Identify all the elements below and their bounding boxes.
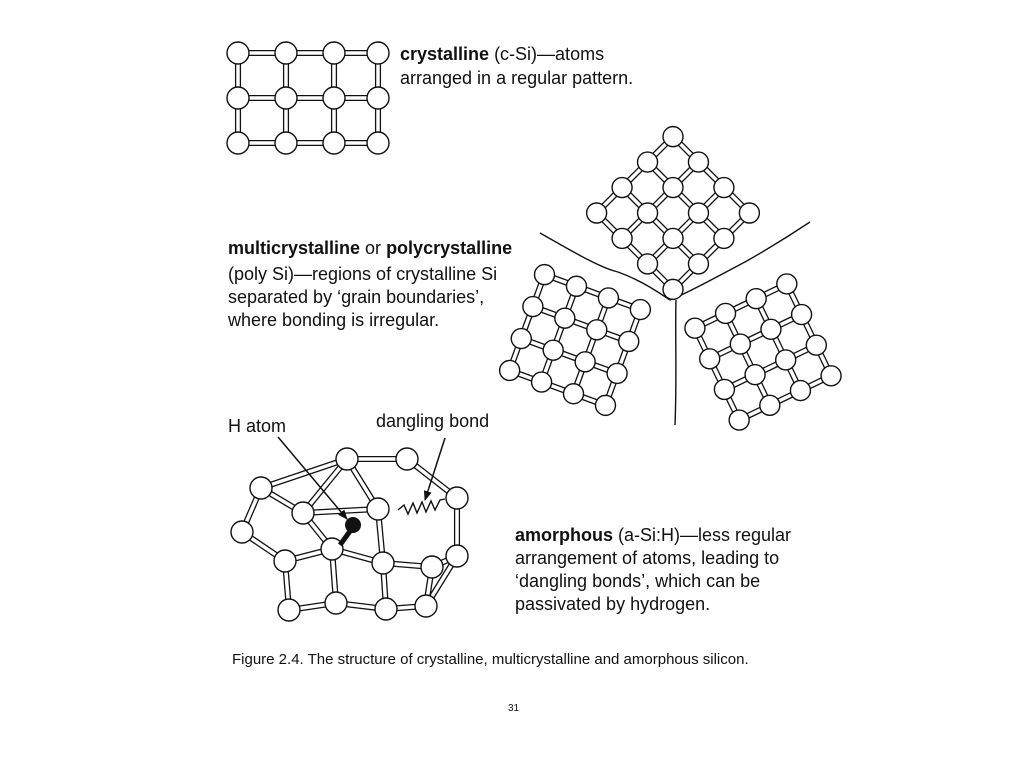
- atom: [511, 329, 531, 349]
- atom: [323, 87, 345, 109]
- atom: [323, 132, 345, 154]
- page-number: 31: [508, 703, 520, 714]
- atom: [776, 350, 796, 370]
- atom: [663, 178, 683, 198]
- atom: [564, 384, 584, 404]
- grain-left: [500, 265, 651, 416]
- amorphous-line1: [515, 523, 791, 547]
- atom: [714, 178, 734, 198]
- atom: [323, 42, 345, 64]
- atom: [612, 178, 632, 198]
- atom: [415, 595, 437, 617]
- atom: [790, 381, 810, 401]
- atom: [375, 598, 397, 620]
- atom: [777, 274, 797, 294]
- atom: [792, 305, 812, 325]
- atom: [619, 331, 639, 351]
- atom: [760, 395, 780, 415]
- atom: [227, 87, 249, 109]
- atom: [275, 42, 297, 64]
- atom: [638, 203, 658, 223]
- amorphous-term: amorphous: [515, 525, 614, 545]
- atom: [532, 372, 552, 392]
- multicrystalline-term: multicrystalline: [228, 238, 361, 258]
- atom: [688, 254, 708, 274]
- dangling-bond-arrow: [425, 438, 445, 500]
- crystalline-line1: [400, 42, 604, 66]
- atom: [227, 132, 249, 154]
- atom: [292, 502, 314, 524]
- polycrystalline-term: polycrystalline: [386, 238, 513, 258]
- atom: [745, 365, 765, 385]
- atom: [739, 203, 759, 223]
- grain-top: [587, 127, 760, 300]
- crystalline-term: crystalline: [400, 44, 490, 64]
- atom: [500, 360, 520, 380]
- atom: [372, 552, 394, 574]
- atom: [714, 379, 734, 399]
- atom: [231, 521, 253, 543]
- atom: [638, 152, 658, 172]
- grain-right: [685, 274, 841, 430]
- atom: [595, 395, 615, 415]
- dangling-bond-label: dangling bond: [376, 411, 490, 431]
- dangling-bond-zigzag: [398, 499, 445, 514]
- multicrystalline-line2: (poly Si)—regions of crystalline Si: [228, 264, 498, 284]
- atom: [730, 334, 750, 354]
- multicrystalline-line1: [228, 236, 512, 260]
- atom: [543, 340, 563, 360]
- atom: [446, 487, 468, 509]
- atom: [714, 228, 734, 248]
- crystalline-line1-rest: (c-Si)—atoms: [489, 44, 605, 64]
- multicrystalline-line4: where bonding is irregular.: [228, 310, 440, 330]
- atom: [421, 556, 443, 578]
- atom: [325, 592, 347, 614]
- atom: [275, 87, 297, 109]
- atom: [555, 308, 575, 328]
- atom: [566, 276, 586, 296]
- atom: [746, 289, 766, 309]
- atom: [630, 300, 650, 320]
- atom: [367, 87, 389, 109]
- crystalline-lattice: [227, 42, 389, 154]
- atom: [638, 254, 658, 274]
- amorphous-line2: arrangement of atoms, leading to: [515, 548, 780, 568]
- amorphous-line3: ‘dangling bonds’, which can be: [515, 571, 761, 591]
- atom: [367, 498, 389, 520]
- figure-caption: Figure 2.4. The structure of crystalline, multicrystalline and amorphous silicon.: [232, 651, 749, 668]
- amorphous-line4: passivated by hydrogen.: [515, 594, 711, 614]
- atom: [716, 303, 736, 323]
- atom: [535, 265, 555, 285]
- crystalline-line2: arranged in a regular pattern.: [400, 68, 634, 88]
- atom: [275, 132, 297, 154]
- h-atom-label: H atom: [228, 416, 287, 436]
- atom: [367, 132, 389, 154]
- atom: [250, 477, 272, 499]
- atom: [700, 349, 720, 369]
- atom: [587, 203, 607, 223]
- atom: [729, 410, 749, 430]
- hydrogen-atom: [340, 517, 361, 545]
- atom: [761, 319, 781, 339]
- atom: [821, 366, 841, 386]
- atom: [227, 42, 249, 64]
- atom: [612, 228, 632, 248]
- amorphous-line1-rest: (a-Si:H)—less regular: [613, 525, 792, 545]
- atom: [663, 279, 683, 299]
- atom: [607, 363, 627, 383]
- atom: [663, 127, 683, 147]
- atom: [274, 550, 296, 572]
- atom: [523, 297, 543, 317]
- bond: [262, 461, 348, 490]
- atom: [278, 599, 300, 621]
- atom: [367, 42, 389, 64]
- atom: [336, 448, 358, 470]
- atom: [598, 288, 618, 308]
- or-connector: or: [360, 238, 387, 258]
- atom: [663, 228, 683, 248]
- atom: [575, 352, 595, 372]
- atom: [688, 152, 708, 172]
- multicrystalline-line3: separated by ‘grain boundaries’,: [228, 287, 485, 307]
- atom: [688, 203, 708, 223]
- atom: [806, 335, 826, 355]
- atom: [587, 320, 607, 340]
- atom: [396, 448, 418, 470]
- atom: [446, 545, 468, 567]
- atom: [685, 318, 705, 338]
